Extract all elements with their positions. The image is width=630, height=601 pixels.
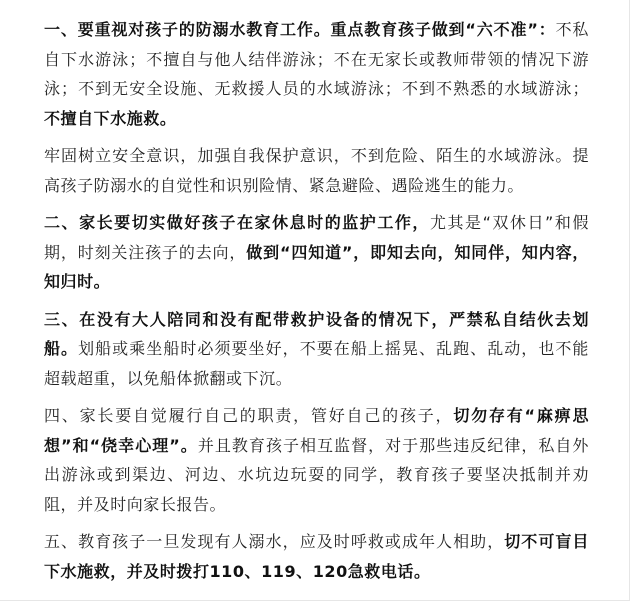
- paragraph-4: [44, 305, 589, 394]
- paragraph-4-heading: 三、在没有大人陪同和没有配带救护设备的情况下，严禁私自结伙去划船。: [44, 309, 589, 358]
- paragraph-1-heading: 一、要重视对孩子的防溺水教育工作。重点教育孩子做到“六不准”：: [44, 20, 556, 39]
- paragraph-3-heading: 二、家长要切实做好孩子在家休息时的监护工作，: [44, 213, 430, 232]
- paragraph-3-emphasis: 做到“四知道”，即知去向，知同伴，知内容，知归时。: [44, 242, 589, 291]
- paragraph-5-text: 并且教育孩子相互监督，对于那些违反纪律，私自外出游泳或到渠边、河边、水坑边玩耍的同学，教育孩子要坚决抵制并劝阻，并及时向家长报告。: [44, 435, 589, 514]
- paragraph-3: [44, 208, 589, 297]
- paragraph-5-intro: 四、家长要自觉履行自己的职责，管好自己的孩子，: [44, 406, 454, 425]
- paragraph-1-emphasis: 不擅自下水施救。: [44, 108, 177, 128]
- paragraph-5: [44, 401, 589, 519]
- paragraph-4-text: 划船或乘坐船时必须要坐好，不要在船上摇晃、乱跑、乱动，也不能超载超重，以免船体掀翻或下沉。: [44, 339, 589, 388]
- paragraph-2-text: 牢固树立安全意识，加强自我保护意识，不到危险、陌生的水域游泳。提高孩子防溺水的自觉性和识别险情、紧急避险、遇险逃生的能力。: [44, 146, 589, 195]
- paragraph-6: [44, 527, 589, 586]
- paragraph-3-text: 尤其是“双休日”和假期，时刻关注孩子的去向，: [44, 213, 589, 262]
- article-body: [44, 15, 589, 594]
- paragraph-6-emphasis: 切不可盲目下水施救，并及时拨打110、119、120急救电话。: [44, 532, 589, 581]
- paragraph-2: [44, 141, 589, 200]
- paragraph-1-text: 不私自下水游泳；不擅自与他人结伴游泳；不在无家长或教师带领的情况下游泳；不到无安全设施、无救援人员的水域游泳；不到不熟悉的水域游泳；: [44, 20, 589, 98]
- paragraph-6-intro: 五、教育孩子一旦发现有人溺水，应及时呼救或成年人相助，: [44, 532, 505, 551]
- paragraph-5-emphasis: 切勿存有“麻痹思想”和“侥幸心理”。: [44, 406, 589, 455]
- paragraph-1: [44, 15, 589, 133]
